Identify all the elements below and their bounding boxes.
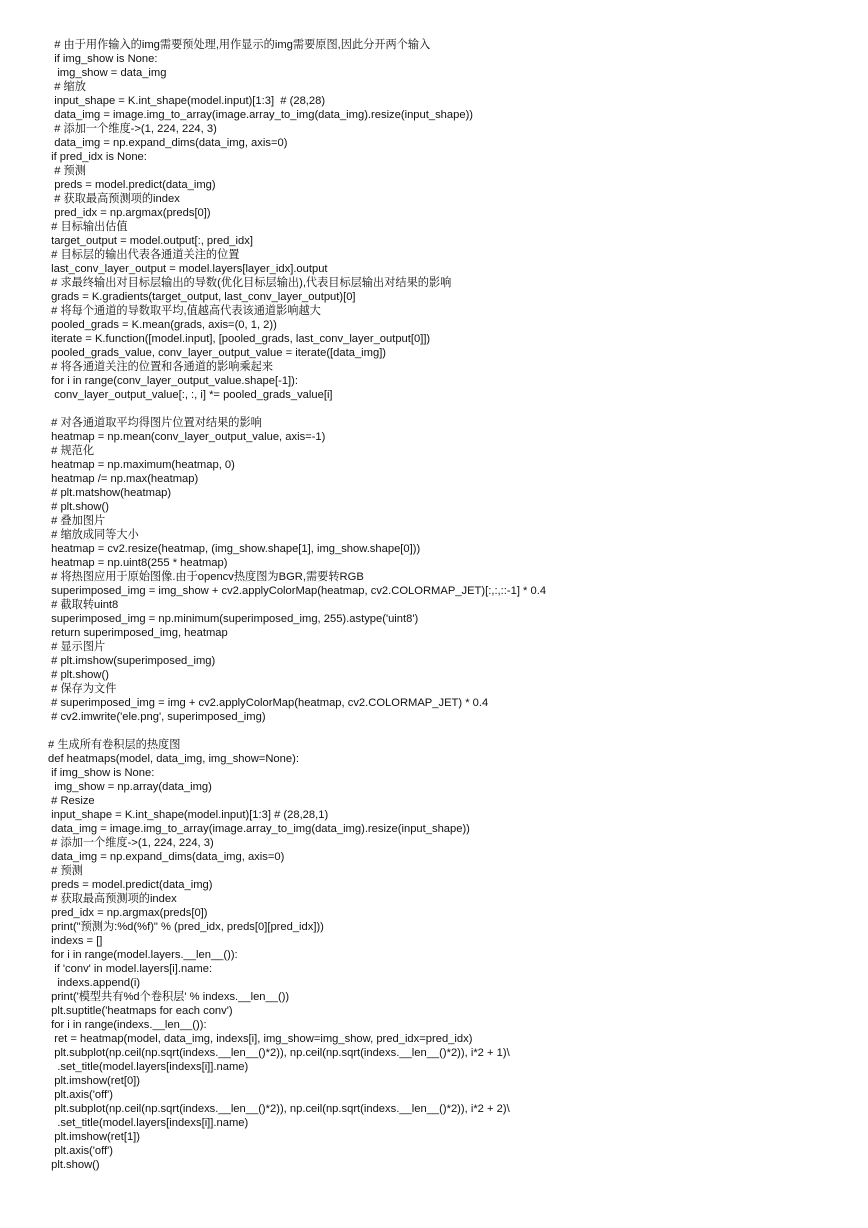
- code-line: target_output = model.output[:, pred_idx]: [48, 235, 253, 247]
- code-line: iterate = K.function([model.input], [pooled_grads, last_conv_layer_output[0]]): [48, 333, 431, 345]
- code-line: input_shape = K.int_shape(model.input)[1:3] # (28,28,1): [48, 809, 329, 821]
- code-line: pred_idx = np.argmax(preds[0]): [48, 907, 208, 919]
- code-line: for i in range(indexs.__len__()):: [48, 1019, 207, 1031]
- code-line: plt.subplot(np.ceil(np.sqrt(indexs.__len__()*2)), np.ceil(np.sqrt(indexs.__len__()*2)), i*2 + 2)\: [48, 1103, 510, 1115]
- code-line: img_show = np.array(data_img): [48, 781, 212, 793]
- code-line: plt.suptitle('heatmaps for each conv'): [48, 1005, 233, 1017]
- code-line: if img_show is None:: [48, 767, 155, 779]
- code-line: # 规范化: [48, 445, 95, 457]
- code-line: superimposed_img = img_show + cv2.applyColorMap(heatmap, cv2.COLORMAP_JET)[:,:,::-1] * 0.4: [48, 585, 547, 597]
- code-line: preds = model.predict(data_img): [48, 179, 216, 191]
- code-line: # plt.show(): [48, 501, 109, 513]
- code-line: # 预测: [48, 165, 86, 177]
- code-line: pooled_grads = K.mean(grads, axis=(0, 1, 2)): [48, 319, 277, 331]
- code-line: return superimposed_img, heatmap: [48, 627, 228, 639]
- code-line: plt.axis('off'): [48, 1089, 113, 1101]
- code-line: last_conv_layer_output = model.layers[layer_idx].output: [48, 263, 328, 275]
- code-line: input_shape = K.int_shape(model.input)[1:3] # (28,28): [48, 95, 326, 107]
- code-line: data_img = np.expand_dims(data_img, axis=0): [48, 137, 288, 149]
- code-line: # 将各通道关注的位置和各通道的影响乘起来: [48, 361, 274, 373]
- code-line: for i in range(conv_layer_output_value.shape[-1]):: [48, 375, 299, 387]
- code-line: # 获取最高预测项的index: [48, 193, 180, 205]
- code-line: heatmap = np.maximum(heatmap, 0): [48, 459, 235, 471]
- code-line: # 由于用作输入的img需要预处理,用作显示的img需要原图,因此分开两个输入: [48, 39, 431, 51]
- code-line: indexs.append(i): [48, 977, 141, 989]
- code-line: # 目标输出估值: [48, 221, 128, 233]
- code-line: pred_idx = np.argmax(preds[0]): [48, 207, 211, 219]
- code-line: # 将每个通道的导数取平均,值越高代表该通道影响越大: [48, 305, 321, 317]
- code-line: # 截取转uint8: [48, 599, 119, 611]
- code-line: # 缩放成同等大小: [48, 529, 139, 541]
- code-line: [48, 402, 848, 416]
- code-line: plt.subplot(np.ceil(np.sqrt(indexs.__len__()*2)), np.ceil(np.sqrt(indexs.__len__()*2)), i*2 + 1)\: [48, 1047, 510, 1059]
- code-line: grads = K.gradients(target_output, last_conv_layer_output)[0]: [48, 291, 356, 303]
- code-line: # 目标层的输出代表各通道关注的位置: [48, 249, 240, 261]
- code-line: indexs = []: [48, 935, 103, 947]
- code-line: if img_show is None:: [48, 53, 158, 65]
- code-line: # 添加一个维度->(1, 224, 224, 3): [48, 837, 214, 849]
- code-line: if pred_idx is None:: [48, 151, 147, 163]
- code-line: .set_title(model.layers[indexs[i]].name): [48, 1117, 249, 1129]
- code-line: # plt.matshow(heatmap): [48, 487, 172, 499]
- code-line: # 保存为文件: [48, 683, 117, 695]
- code-document: [48, 38, 848, 1172]
- code-line: heatmap = np.mean(conv_layer_output_value, axis=-1): [48, 431, 326, 443]
- code-line: img_show = data_img: [48, 67, 167, 79]
- code-line: plt.imshow(ret[0]): [48, 1075, 141, 1087]
- code-line: # 获取最高预测项的index: [48, 893, 177, 905]
- code-line: pooled_grads_value, conv_layer_output_value = iterate([data_img]): [48, 347, 387, 359]
- code-line: data_img = np.expand_dims(data_img, axis=0): [48, 851, 285, 863]
- code-line: print("预测为:%d(%f)" % (pred_idx, preds[0][pred_idx])): [48, 921, 324, 933]
- code-line: plt.show(): [48, 1159, 100, 1171]
- code-line: plt.imshow(ret[1]): [48, 1131, 141, 1143]
- code-line: if 'conv' in model.layers[i].name:: [48, 963, 213, 975]
- code-line: # 添加一个维度->(1, 224, 224, 3): [48, 123, 217, 135]
- code-line: # 生成所有卷积层的热度图: [48, 739, 181, 751]
- code-line: # 将热图应用于原始图像.由于opencv热度图为BGR,需要转RGB: [48, 571, 364, 583]
- code-line: # Resize: [48, 795, 95, 807]
- code-line: .set_title(model.layers[indexs[i]].name): [48, 1061, 249, 1073]
- code-line: # 显示图片: [48, 641, 106, 653]
- code-line: # cv2.imwrite('ele.png', superimposed_img): [48, 711, 266, 723]
- code-line: conv_layer_output_value[:, :, i] *= pooled_grads_value[i]: [48, 389, 333, 401]
- code-line: # 预测: [48, 865, 83, 877]
- code-line: # 缩放: [48, 81, 86, 93]
- code-line: # 对各通道取平均得图片位置对结果的影响: [48, 417, 262, 429]
- code-line: heatmap = np.uint8(255 * heatmap): [48, 557, 228, 569]
- code-line: ret = heatmap(model, data_img, indexs[i], img_show=img_show, pred_idx=pred_idx): [48, 1033, 473, 1045]
- code-line: heatmap = cv2.resize(heatmap, (img_show.shape[1], img_show.shape[0])): [48, 543, 421, 555]
- code-line: # 求最终输出对目标层输出的导数(优化目标层输出),代表目标层输出对结果的影响: [48, 277, 452, 289]
- code-line: [48, 724, 848, 738]
- code-line: # superimposed_img = img + cv2.applyColorMap(heatmap, cv2.COLORMAP_JET) * 0.4: [48, 697, 489, 709]
- code-line: # plt.imshow(superimposed_img): [48, 655, 216, 667]
- code-line: data_img = image.img_to_array(image.array_to_img(data_img).resize(input_shape)): [48, 823, 470, 835]
- code-line: heatmap /= np.max(heatmap): [48, 473, 199, 485]
- code-line: plt.axis('off'): [48, 1145, 113, 1157]
- code-line: print('模型共有%d个卷积层' % indexs.__len__()): [48, 991, 290, 1003]
- code-line: # plt.show(): [48, 669, 109, 681]
- code-line: for i in range(model.layers.__len__()):: [48, 949, 238, 961]
- code-line: # 叠加图片: [48, 515, 106, 527]
- code-line: def heatmaps(model, data_img, img_show=None):: [48, 753, 299, 765]
- code-line: superimposed_img = np.minimum(superimposed_img, 255).astype('uint8'): [48, 613, 419, 625]
- code-line: data_img = image.img_to_array(image.array_to_img(data_img).resize(input_shape)): [48, 109, 474, 121]
- code-line: preds = model.predict(data_img): [48, 879, 213, 891]
